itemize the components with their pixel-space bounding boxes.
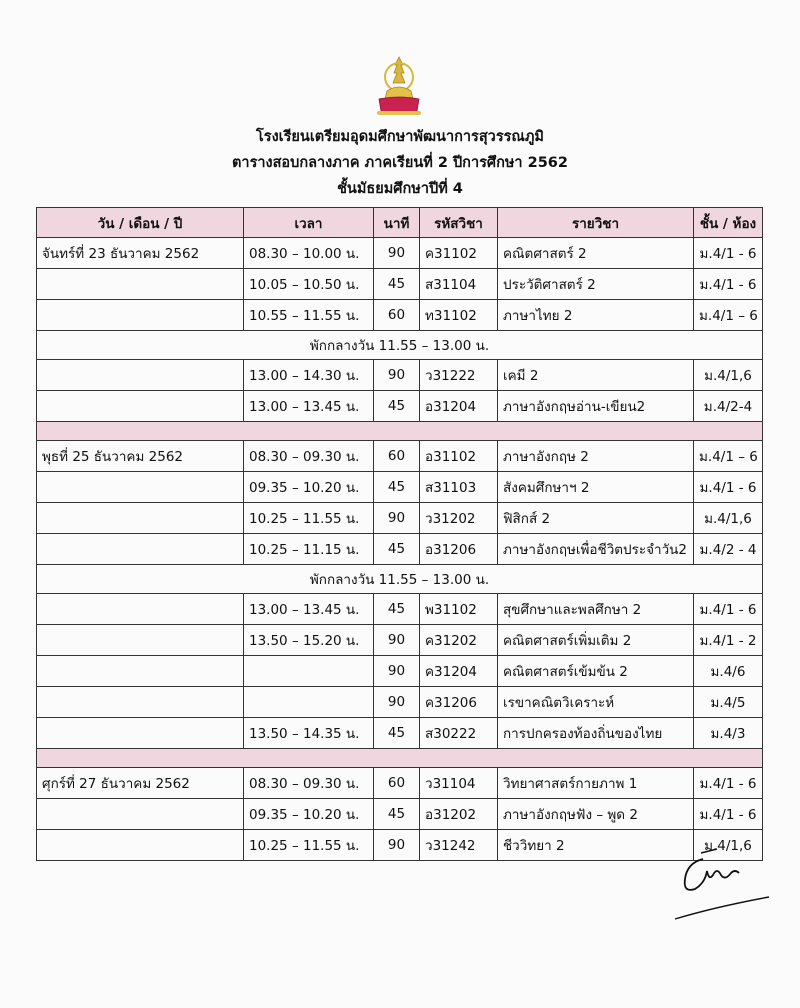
- subject-name-cell: การปกครองท้องถิ่นของไทย: [498, 718, 694, 749]
- exam-time-cell: 10.25 – 11.15 น.: [244, 534, 374, 565]
- exam-minutes-cell: 60: [374, 441, 420, 472]
- subject-name-cell: ชีววิทยา 2: [498, 830, 694, 861]
- subject-code-cell: อ31202: [420, 799, 498, 830]
- subject-name-cell: คณิตศาสตร์เข้มข้น 2: [498, 656, 694, 687]
- exam-time-cell: [244, 687, 374, 718]
- class-room-cell: ม.4/2-4: [694, 391, 763, 422]
- subject-name-cell: ประวัติศาสตร์ 2: [498, 269, 694, 300]
- class-room-cell: ม.4/1 – 6: [694, 441, 763, 472]
- exam-schedule-table: [36, 207, 763, 861]
- exam-minutes-cell: 45: [374, 391, 420, 422]
- subject-code-cell: ท31102: [420, 300, 498, 331]
- exam-time-cell: 09.35 – 10.20 น.: [244, 472, 374, 503]
- table-header-row: [37, 208, 763, 238]
- class-room-cell: ม.4/2 - 4: [694, 534, 763, 565]
- exam-time-cell: 10.25 – 11.55 น.: [244, 503, 374, 534]
- class-room-cell: ม.4/1,6: [694, 360, 763, 391]
- exam-date-cell: [37, 360, 244, 391]
- exam-minutes-cell: 60: [374, 300, 420, 331]
- exam-time-cell: 13.50 – 14.35 น.: [244, 718, 374, 749]
- day-separator-cell: [37, 422, 763, 441]
- exam-time-cell: 13.00 – 13.45 น.: [244, 594, 374, 625]
- exam-time-cell: 09.35 – 10.20 น.: [244, 799, 374, 830]
- lunch-break-row: [37, 331, 763, 360]
- class-room-cell: ม.4/1 - 6: [694, 594, 763, 625]
- class-room-cell: ม.4/1 – 6: [694, 300, 763, 331]
- exam-date-cell: [37, 799, 244, 830]
- column-header-subject: รายวิชา: [498, 208, 694, 238]
- table-row: [37, 656, 763, 687]
- exam-minutes-cell: 90: [374, 625, 420, 656]
- subject-name-cell: เคมี 2: [498, 360, 694, 391]
- subject-name-cell: ฟิสิกส์ 2: [498, 503, 694, 534]
- subject-code-cell: ว31202: [420, 503, 498, 534]
- exam-date-cell: [37, 830, 244, 861]
- subject-code-cell: พ31102: [420, 594, 498, 625]
- exam-time-cell: 08.30 – 09.30 น.: [244, 768, 374, 799]
- exam-date-cell: [37, 656, 244, 687]
- subject-code-cell: ว31104: [420, 768, 498, 799]
- exam-date-cell: [37, 625, 244, 656]
- lunch-break-cell: พักกลางวัน 11.55 – 13.00 น.: [37, 331, 763, 360]
- subject-name-cell: คณิตศาสตร์ 2: [498, 238, 694, 269]
- exam-minutes-cell: 90: [374, 360, 420, 391]
- exam-date-cell: [37, 269, 244, 300]
- subject-code-cell: ว31242: [420, 830, 498, 861]
- exam-time-cell: 10.55 – 11.55 น.: [244, 300, 374, 331]
- subject-code-cell: อ31204: [420, 391, 498, 422]
- exam-minutes-cell: 90: [374, 238, 420, 269]
- column-header-time: เวลา: [244, 208, 374, 238]
- exam-minutes-cell: 90: [374, 503, 420, 534]
- document-header: [0, 124, 800, 202]
- lunch-break-row: [37, 565, 763, 594]
- signature-icon: [665, 845, 775, 925]
- exam-date-cell: [37, 503, 244, 534]
- day-separator-row: [37, 749, 763, 768]
- document-title: ตารางสอบกลางภาค ภาคเรียนที่ 2 ปีการศึกษา 2562: [232, 155, 568, 171]
- subject-code-cell: ค31202: [420, 625, 498, 656]
- column-header-code: รหัสวิชา: [420, 208, 498, 238]
- exam-date-cell: [37, 594, 244, 625]
- subject-name-cell: ภาษาอังกฤษ 2: [498, 441, 694, 472]
- exam-time-cell: 13.00 – 13.45 น.: [244, 391, 374, 422]
- column-header-date: วัน / เดือน / ปี: [37, 208, 244, 238]
- exam-date-cell: [37, 718, 244, 749]
- exam-minutes-cell: 45: [374, 799, 420, 830]
- subject-name-cell: สังคมศึกษาฯ 2: [498, 472, 694, 503]
- school-name: โรงเรียนเตรียมอุดมศึกษาพัฒนาการสุวรรณภูมิ: [256, 129, 544, 145]
- exam-time-cell: 13.50 – 15.20 น.: [244, 625, 374, 656]
- table-row: [37, 594, 763, 625]
- table-row: [37, 269, 763, 300]
- exam-minutes-cell: 45: [374, 472, 420, 503]
- exam-date-cell: จันทร์ที่ 23 ธันวาคม 2562: [37, 238, 244, 269]
- exam-minutes-cell: 90: [374, 687, 420, 718]
- table-row: [37, 830, 763, 861]
- exam-date-cell: [37, 391, 244, 422]
- subject-code-cell: ส31104: [420, 269, 498, 300]
- subject-code-cell: ส31103: [420, 472, 498, 503]
- class-room-cell: ม.4/1 - 6: [694, 269, 763, 300]
- table-row: [37, 534, 763, 565]
- grade-label: ชั้นมัธยมศึกษาปีที่ 4: [337, 181, 463, 197]
- table-row: [37, 300, 763, 331]
- subject-name-cell: ภาษาอังกฤษฟัง – พูด 2: [498, 799, 694, 830]
- exam-minutes-cell: 90: [374, 830, 420, 861]
- exam-time-cell: 08.30 – 09.30 น.: [244, 441, 374, 472]
- exam-minutes-cell: 45: [374, 534, 420, 565]
- exam-minutes-cell: 45: [374, 269, 420, 300]
- exam-date-cell: [37, 534, 244, 565]
- exam-date-cell: [37, 687, 244, 718]
- day-separator-cell: [37, 749, 763, 768]
- subject-code-cell: อ31102: [420, 441, 498, 472]
- school-emblem-icon: [373, 55, 425, 121]
- exam-minutes-cell: 60: [374, 768, 420, 799]
- column-header-room: ชั้น / ห้อง: [694, 208, 763, 238]
- table-row: [37, 238, 763, 269]
- lunch-break-cell: พักกลางวัน 11.55 – 13.00 น.: [37, 565, 763, 594]
- class-room-cell: ม.4/1 - 6: [694, 768, 763, 799]
- table-row: [37, 360, 763, 391]
- class-room-cell: ม.4/5: [694, 687, 763, 718]
- class-room-cell: ม.4/1 - 6: [694, 799, 763, 830]
- subject-code-cell: ค31206: [420, 687, 498, 718]
- subject-name-cell: ภาษาอังกฤษเพื่อชีวิตประจำวัน2: [498, 534, 694, 565]
- table-row: [37, 799, 763, 830]
- subject-code-cell: ค31204: [420, 656, 498, 687]
- class-room-cell: ม.4/1 - 6: [694, 238, 763, 269]
- exam-time-cell: 10.05 – 10.50 น.: [244, 269, 374, 300]
- class-room-cell: ม.4/1,6: [694, 830, 763, 861]
- class-room-cell: ม.4/3: [694, 718, 763, 749]
- table-row: [37, 472, 763, 503]
- exam-time-cell: [244, 656, 374, 687]
- exam-minutes-cell: 90: [374, 656, 420, 687]
- exam-minutes-cell: 45: [374, 718, 420, 749]
- subject-name-cell: ภาษาอังกฤษอ่าน-เขียน2: [498, 391, 694, 422]
- subject-name-cell: สุขศึกษาและพลศึกษา 2: [498, 594, 694, 625]
- subject-name-cell: คณิตศาสตร์เพิ่มเติม 2: [498, 625, 694, 656]
- exam-minutes-cell: 45: [374, 594, 420, 625]
- subject-name-cell: ภาษาไทย 2: [498, 300, 694, 331]
- exam-date-cell: พุธที่ 25 ธันวาคม 2562: [37, 441, 244, 472]
- class-room-cell: ม.4/6: [694, 656, 763, 687]
- exam-time-cell: 13.00 – 14.30 น.: [244, 360, 374, 391]
- exam-date-cell: ศุกร์ที่ 27 ธันวาคม 2562: [37, 768, 244, 799]
- subject-name-cell: เรขาคณิตวิเคราะห์: [498, 687, 694, 718]
- table-row: [37, 503, 763, 534]
- exam-time-cell: 10.25 – 11.55 น.: [244, 830, 374, 861]
- class-room-cell: ม.4/1 - 6: [694, 472, 763, 503]
- column-header-minutes: นาที: [374, 208, 420, 238]
- table-row: [37, 441, 763, 472]
- exam-time-cell: 08.30 – 10.00 น.: [244, 238, 374, 269]
- day-separator-row: [37, 422, 763, 441]
- class-room-cell: ม.4/1 - 2: [694, 625, 763, 656]
- table-row: [37, 625, 763, 656]
- subject-name-cell: วิทยาศาสตร์กายภาพ 1: [498, 768, 694, 799]
- table-row: [37, 718, 763, 749]
- exam-date-cell: [37, 300, 244, 331]
- subject-code-cell: ค31102: [420, 238, 498, 269]
- class-room-cell: ม.4/1,6: [694, 503, 763, 534]
- table-row: [37, 687, 763, 718]
- table-row: [37, 768, 763, 799]
- subject-code-cell: อ31206: [420, 534, 498, 565]
- subject-code-cell: ว31222: [420, 360, 498, 391]
- subject-code-cell: ส30222: [420, 718, 498, 749]
- table-row: [37, 391, 763, 422]
- exam-date-cell: [37, 472, 244, 503]
